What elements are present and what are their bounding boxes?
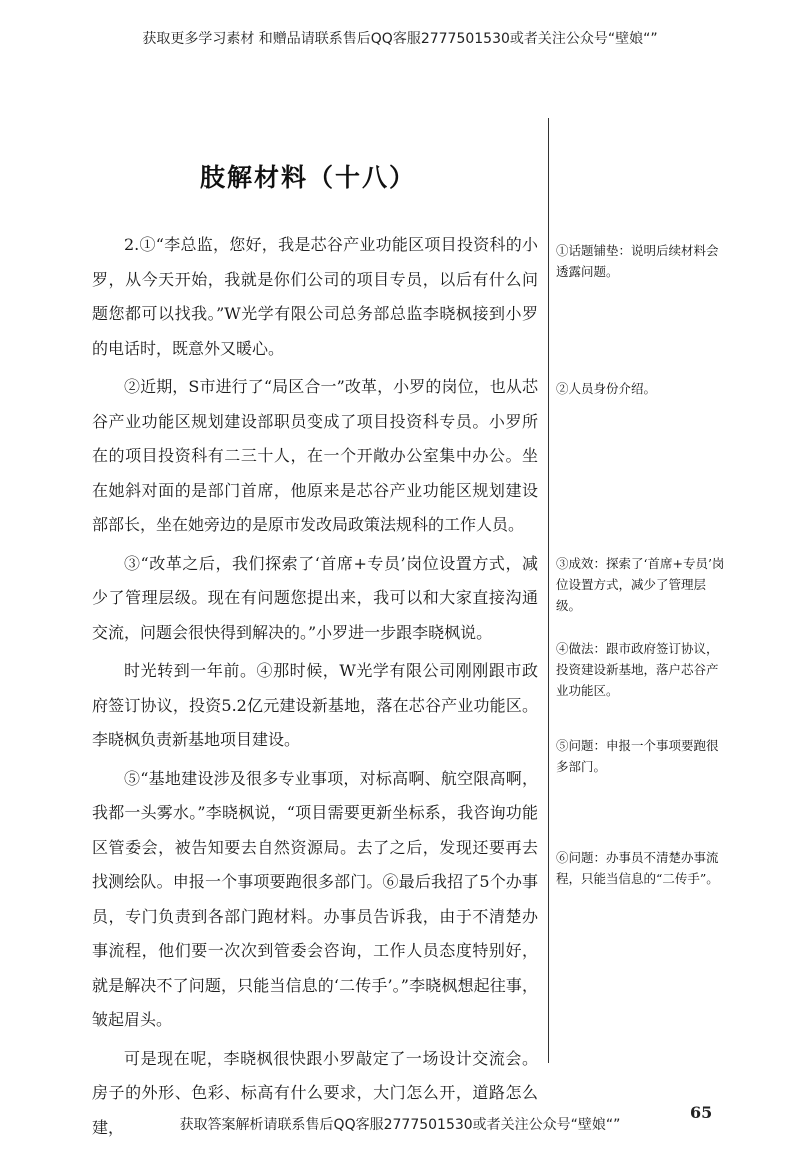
paragraph-6: 可是现在呢，李晓枫很快跟小罗敲定了一场设计交流会。房子的外形、色彩、标高有什么要求，大门怎么开，道路怎么建， [92,1048,538,1137]
page-number: 65 [690,1103,713,1122]
margin-note-5: ⑤问题：申报一个事项要跑很多部门。 [556,738,719,774]
margin-note-3: ③成效：探索了‘首席+专员’岗位设置方式，减少了管理层级。 [556,556,725,613]
margin-divider [548,118,549,1063]
margin-note-1: ①话题铺垫：说明后续材料会透露问题。 [556,243,719,279]
paragraph-2: ②近期，S市进行了“局区合一”改革，小罗的岗位，也从芯谷产业功能区规划建设部职员变成了项目投资科专员。小罗所在的项目投资科有二三十人，在一个开敞办公室集中办公。坐在她斜对面的是部门首席，他原来是芯谷产业功能区规划建设部部长，坐在她旁边的是原市发改局政策法规科的工作人员。 [92,377,538,534]
page-title: 肢解材料（十八） [200,163,417,192]
margin-note-4: ④做法：跟市政府签订协议，投资建设新基地，落户芯谷产业功能区。 [556,641,719,698]
header-promo-note: 获取更多学习素材 和赠品请联系售后QQ客服2777501530或者关注公众号“壁娘“” [142,31,658,47]
paragraph-5: ⑤“基地建设涉及很多专业事项，对标高啊、航空限高啊，我都一头雾水。”李晓枫说，“项目需要更新坐标系，我咨询功能区管委会，被告知要去自然资源局。去了之后，发现还要再去找测绘队。申报一个事项要跑很多部门。⑥最后我招了5个办事员，专门负责到各部门跑材料。办事员告诉我，由于不清楚办事流程，他们要一次次到管委会咨询，工作人员态度特别好，就是解决不了问题，只能当信息的‘二传手’。”李晓枫想起往事，皱起眉头。 [92,768,538,1029]
margin-note-6: ⑥问题：办事员不清楚办事流程，只能当信息的“二传手”。 [556,850,719,886]
paragraph-3: ③“改革之后，我们探索了‘首席+专员’岗位设置方式，减少了管理层级。现在有问题您提出来，我可以和大家直接沟通交流，问题会很快得到解决的。”小罗进一步跟李晓枫说。 [92,553,538,642]
main-text [92,228,538,1149]
paragraph-4: 时光转到一年前。④那时候，W光学有限公司刚刚跟市政府签订协议，投资5.2亿元建设新基地，落在芯谷产业功能区。李晓枫负责新基地项目建设。 [92,661,538,749]
footer-promo-note: 获取答案解析请联系售后QQ客服2777501530或者关注公众号“壁娘“” [179,1117,621,1133]
margin-note-2: ②人员身份介绍。 [556,381,657,396]
paragraph-1: 2.①“李总监，您好，我是芯谷产业功能区项目投资科的小罗，从今天开始，我就是你们公司的项目专员，以后有什么问题您都可以找我。”W光学有限公司总务部总监李晓枫接到小罗的电话时，既意外又暖心。 [92,235,538,358]
